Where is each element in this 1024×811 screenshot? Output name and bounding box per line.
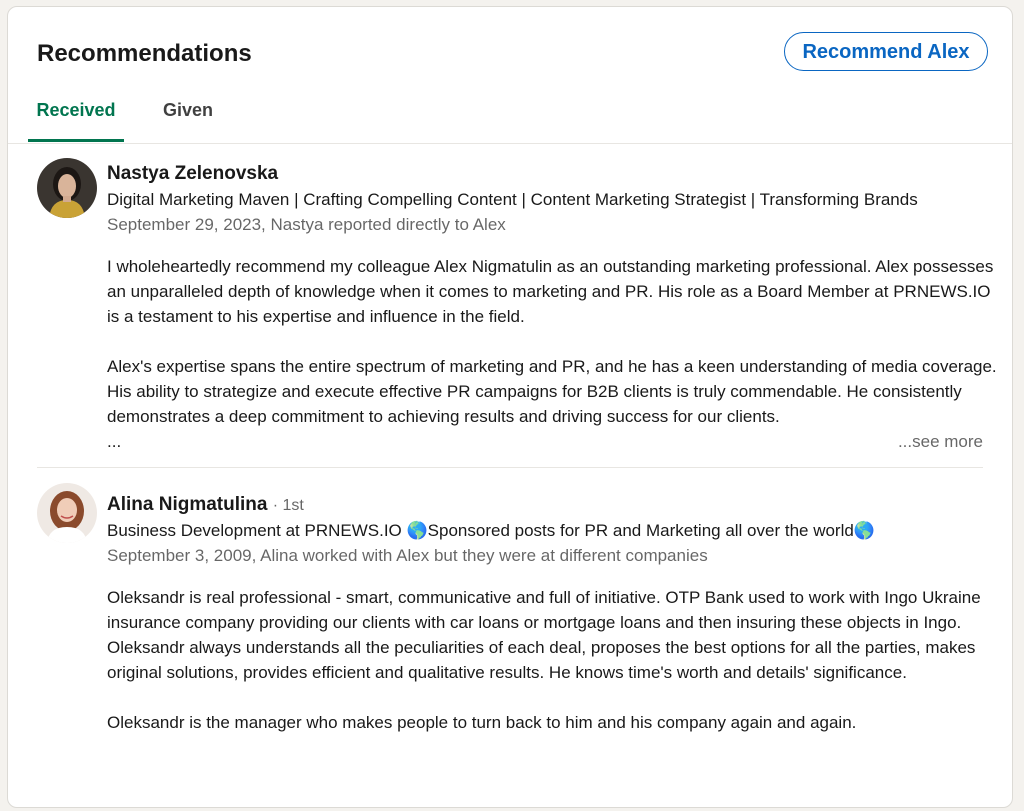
section-title: Recommendations bbox=[37, 40, 252, 67]
recommend-button[interactable]: Recommend Alex bbox=[784, 32, 988, 71]
avatar[interactable] bbox=[37, 483, 97, 543]
recommendation-paragraph: I wholeheartedly recommend my colleague Alex Nigmatulin as an outstanding marketing professional. Alex possesses an unparalleled depth of knowledge when it comes to marketing and PR. His role as a Board Member at PRNEWS.IO is a testament to his expertise and influence in the field. bbox=[107, 257, 994, 326]
recommender-headline: Digital Marketing Maven | Crafting Compelling Content | Content Marketing Strategist | Transforming Brands bbox=[107, 190, 918, 209]
tab-received[interactable]: Received bbox=[28, 95, 124, 142]
recommender-name-line bbox=[107, 492, 304, 519]
recommender-headline: Business Development at PRNEWS.IO 🌎Sponsored posts for PR and Marketing all over the world🌎 bbox=[107, 521, 875, 540]
recommendation-item bbox=[8, 157, 1012, 467]
recommendation-item bbox=[8, 483, 1012, 803]
avatar-image bbox=[37, 483, 97, 543]
tab-bar bbox=[8, 95, 1012, 144]
recommendation-text bbox=[107, 585, 997, 735]
divider bbox=[37, 467, 983, 468]
avatar-image bbox=[37, 158, 97, 218]
connection-degree: · 1st bbox=[272, 497, 304, 514]
see-more-button[interactable]: ...see more bbox=[898, 429, 983, 454]
recommendation-paragraph: Oleksandr is real professional - smart, communicative and full of initiative. OTP Bank used to work with Ingo Ukraine insurance company providing our clients with car loans or mortgage loans and then insuring these objects in Ingo. Oleksandr always understands all the peculiarities of each deal, proposes the best options for all the parties, makes original solutions, provides efficient and qualitative results. He knows time's worth and details' significance. bbox=[107, 588, 981, 682]
card-header bbox=[8, 7, 1012, 97]
recommender-name[interactable]: Alina Nigmatulina bbox=[107, 494, 268, 515]
recommendation-meta: September 3, 2009, Alina worked with Alex but they were at different companies bbox=[107, 546, 708, 565]
tab-given[interactable]: Given bbox=[162, 100, 214, 120]
recommendation-meta: September 29, 2023, Nastya reported directly to Alex bbox=[107, 215, 506, 234]
recommendation-text bbox=[107, 254, 997, 429]
recommendation-paragraph: Alex's expertise spans the entire spectrum of marketing and PR, and he has a keen understanding of media coverage. His ability to strategize and execute effective PR campaigns for B2B clients is truly commendable. He consistently demonstrates a deep commitment to achieving results and driving success for our clients. bbox=[107, 357, 997, 426]
truncation-ellipsis: ... bbox=[107, 432, 122, 451]
recommender-name-line bbox=[107, 161, 278, 187]
recommendation-paragraph: Oleksandr is the manager who makes people to turn back to him and his company again and again. bbox=[107, 713, 857, 732]
recommendations-card bbox=[7, 6, 1013, 808]
avatar[interactable] bbox=[37, 158, 97, 218]
recommender-name[interactable]: Nastya Zelenovska bbox=[107, 163, 279, 184]
